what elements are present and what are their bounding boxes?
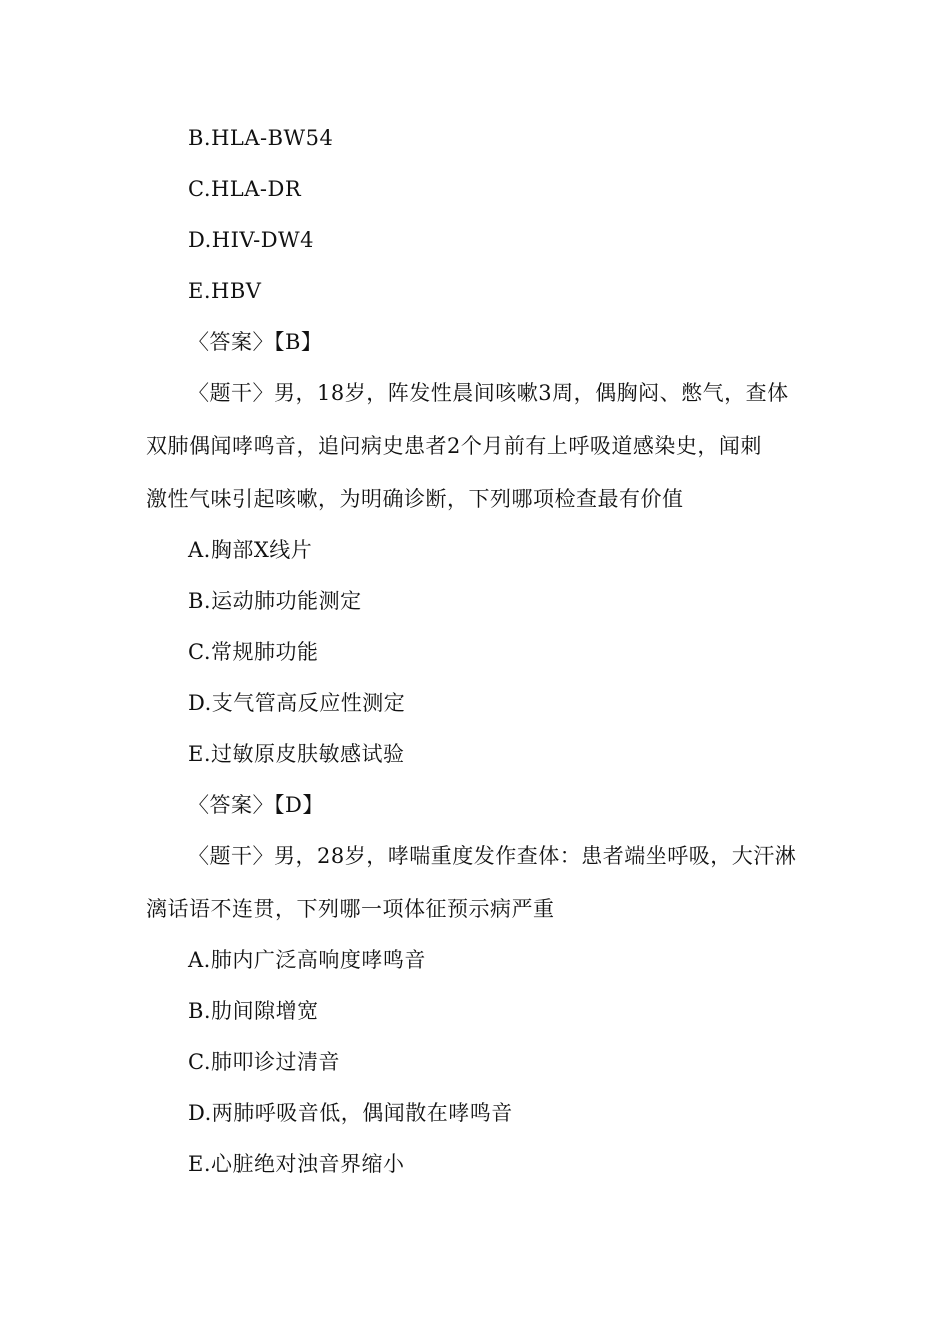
q3-option-c: C.肺叩诊过清音	[188, 1050, 340, 1074]
q3-option-d: D.两肺呼吸音低，偶闻散在哮鸣音	[188, 1101, 513, 1125]
q2-option-b: B.运动肺功能测定	[188, 589, 362, 613]
q2-option-e: E.过敏原皮肤敏感试验	[188, 742, 405, 766]
q2-option-d: D.支气管高反应性测定	[188, 691, 406, 715]
q1-option-d: D.HIV-DW4	[188, 228, 314, 252]
q1-answer: 〈答案〉【B】	[188, 330, 323, 354]
q1-option-b: B.HLA-BW54	[188, 126, 334, 150]
q1-option-e: E.HBV	[188, 279, 262, 303]
q3-stem-line-2: 漓话语不连贯，下列哪一项体征预示病严重	[146, 897, 555, 921]
q3-stem-line-1: 〈题干〉男，28岁，哮喘重度发作查体：患者端坐呼吸，大汗淋	[188, 844, 797, 868]
q2-option-c: C.常规肺功能	[188, 640, 319, 664]
q2-stem-line-3: 激性气味引起咳嗽，为明确诊断，下列哪项检查最有价值	[146, 487, 684, 511]
q3-option-a: A.肺内广泛高响度哮鸣音	[188, 948, 426, 972]
q2-stem-line-1: 〈题干〉男，18岁，阵发性晨间咳嗽3周，偶胸闷、憋气，查体	[188, 381, 789, 405]
q2-option-a: A.胸部X线片	[188, 538, 313, 562]
q3-option-b: B.肋间隙增宽	[188, 999, 319, 1023]
q2-answer: 〈答案〉【D】	[188, 793, 324, 817]
q1-option-c: C.HLA-DR	[188, 177, 302, 201]
q2-stem-line-2: 双肺偶闻哮鸣音，追问病史患者2个月前有上呼吸道感染史，闻刺	[146, 434, 762, 458]
q3-option-e: E.心脏绝对浊音界缩小	[188, 1152, 405, 1176]
